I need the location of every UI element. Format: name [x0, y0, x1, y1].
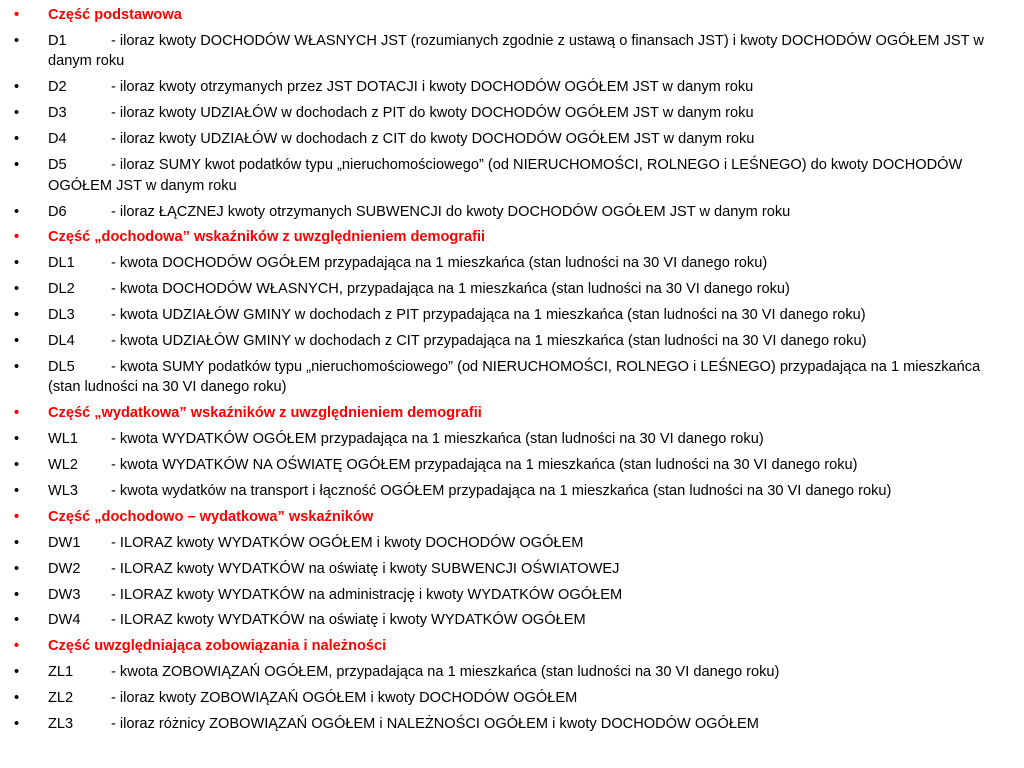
bullet-icon: •	[14, 483, 20, 500]
list-item	[14, 610, 1010, 631]
indicator-description: - iloraz SUMY kwot podatków typu „nieruchomościowego” (od NIERUCHOMOŚCI, ROLNEGO i LEŚNEGO) do kwoty DOCHODÓW OGÓŁEM JST w danym roku	[48, 157, 963, 194]
bullet-icon: •	[14, 203, 20, 220]
indicator-code: DW1	[48, 534, 81, 551]
bullet-icon: •	[14, 431, 20, 448]
indicator-description: - iloraz kwoty ZOBOWIĄZAŃ OGÓŁEM i kwoty DOCHODÓW OGÓŁEM	[111, 690, 578, 707]
indicator-code: DL4	[48, 332, 75, 349]
indicator-code: DW2	[48, 560, 81, 577]
bullet-icon: •	[14, 690, 20, 707]
bullet-icon: •	[14, 255, 20, 272]
indicator-code: DW4	[48, 612, 81, 629]
list-item	[14, 77, 1010, 98]
bullet-icon: •	[14, 358, 20, 375]
indicator-description: - iloraz kwoty UDZIAŁÓW w dochodach z CIT do kwoty DOCHODÓW OGÓŁEM JST w danym roku	[111, 131, 755, 148]
list-item	[14, 129, 1010, 150]
bullet-icon: •	[14, 105, 20, 122]
list-item	[14, 202, 1010, 223]
indicator-description: - kwota SUMY podatków typu „nieruchomościowego” (od NIERUCHOMOŚCI, ROLNEGO i LEŚNEGO) przypadająca na 1 mieszkańca (stan ludności na 30 VI danego roku)	[48, 358, 981, 396]
list-item	[14, 455, 1010, 476]
indicator-description: - kwota UDZIAŁÓW GMINY w dochodach z CIT przypadająca na 1 mieszkańca (stan ludności na 30 VI danego roku)	[111, 332, 867, 349]
bullet-icon: •	[14, 560, 20, 577]
bullet-icon: •	[14, 457, 20, 474]
indicator-code: DL2	[48, 281, 75, 298]
indicator-code: DW3	[48, 586, 81, 603]
bullet-icon: •	[14, 229, 20, 246]
section-heading	[14, 403, 1010, 424]
bullet-icon: •	[14, 612, 20, 629]
section-heading-text: Część podstawowa	[48, 7, 182, 23]
indicator-code: WL3	[48, 483, 79, 500]
section-heading	[14, 636, 1010, 657]
indicator-code: D3	[48, 105, 67, 122]
indicator-description: - iloraz kwoty otrzymanych przez JST DOTACJI i kwoty DOCHODÓW OGÓŁEM JST w danym roku	[111, 79, 754, 96]
list-item	[14, 253, 1010, 274]
indicator-description: - kwota WYDATKÓW NA OŚWIATĘ OGÓŁEM przypadająca na 1 mieszkańca (stan ludności na 30 VI danego roku)	[111, 457, 858, 474]
indicator-description: - ILORAZ kwoty WYDATKÓW OGÓŁEM i kwoty DOCHODÓW OGÓŁEM	[111, 534, 584, 551]
bullet-icon: •	[14, 638, 20, 655]
section-heading	[14, 5, 1010, 26]
list-item	[14, 331, 1010, 352]
list-item	[14, 662, 1010, 683]
list-item	[14, 559, 1010, 580]
bullet-icon: •	[14, 307, 20, 324]
indicator-code: D4	[48, 131, 67, 148]
indicator-code: D2	[48, 79, 67, 96]
indicator-code: D1	[48, 32, 67, 49]
bullet-icon: •	[14, 716, 20, 733]
bullet-icon: •	[14, 586, 20, 603]
section-heading-text: Część „wydatkowa” wskaźników z uwzględnieniem demografii	[48, 405, 482, 422]
list-item	[14, 305, 1010, 326]
bullet-icon: •	[14, 131, 20, 148]
bullet-icon: •	[14, 508, 20, 525]
indicator-code: ZL3	[48, 716, 74, 733]
indicator-code: ZL2	[48, 690, 74, 707]
indicator-code: DL3	[48, 307, 75, 324]
indicator-description: - ILORAZ kwoty WYDATKÓW na oświatę i kwoty SUBWENCJI OŚWIATOWEJ	[111, 560, 620, 577]
section-heading	[14, 507, 1010, 528]
indicator-code: WL1	[48, 431, 79, 448]
indicator-code: ZL1	[48, 664, 74, 681]
list-item	[14, 533, 1010, 554]
list-item	[14, 155, 1010, 196]
bullet-icon: •	[14, 332, 20, 349]
list-item	[14, 357, 1010, 398]
list-item	[14, 31, 1010, 72]
indicator-description: - iloraz kwoty DOCHODÓW WŁASNYCH JST (rozumianych zgodnie z ustawą o finansach JST) i kwoty DOCHODÓW OGÓŁEM JST w danym roku	[48, 32, 984, 70]
bullet-icon: •	[14, 405, 20, 422]
list-item	[14, 103, 1010, 124]
indicator-code: D6	[48, 203, 67, 220]
indicator-code: WL2	[48, 457, 79, 474]
indicator-description: - kwota DOCHODÓW WŁASNYCH, przypadająca na 1 mieszkańca (stan ludności na 30 VI danego roku)	[111, 281, 790, 298]
list-item	[14, 585, 1010, 606]
bullet-icon: •	[14, 534, 20, 551]
bullet-icon: •	[14, 157, 20, 174]
indicator-list	[14, 5, 1010, 735]
list-item	[14, 481, 1010, 502]
indicator-description: - kwota DOCHODÓW OGÓŁEM przypadająca na 1 mieszkańca (stan ludności na 30 VI danego roku)	[111, 255, 768, 272]
bullet-icon: •	[14, 79, 20, 96]
indicator-description: - iloraz różnicy ZOBOWIĄZAŃ OGÓŁEM i NALEŻNOŚCI OGÓŁEM i kwoty DOCHODÓW OGÓŁEM	[111, 716, 759, 733]
bullet-icon: •	[14, 32, 20, 49]
list-item	[14, 429, 1010, 450]
indicator-description: - iloraz kwoty UDZIAŁÓW w dochodach z PIT do kwoty DOCHODÓW OGÓŁEM JST w danym roku	[111, 105, 754, 122]
indicator-description: - iloraz ŁĄCZNEJ kwoty otrzymanych SUBWENCJI do kwoty DOCHODÓW OGÓŁEM JST w danym roku	[111, 203, 791, 220]
section-heading-text: Część „dochodowo – wydatkowa” wskaźników	[48, 508, 374, 525]
indicator-description: - kwota WYDATKÓW OGÓŁEM przypadająca na 1 mieszkańca (stan ludności na 30 VI danego roku)	[111, 431, 764, 448]
section-heading-text: Część „dochodowa” wskaźników z uwzględnieniem demografii	[48, 229, 486, 246]
indicator-code: DL5	[48, 358, 75, 375]
indicator-description: - ILORAZ kwoty WYDATKÓW na administrację i kwoty WYDATKÓW OGÓŁEM	[111, 586, 623, 603]
list-item	[14, 688, 1010, 709]
bullet-icon: •	[14, 7, 20, 23]
indicator-code: DL1	[48, 255, 75, 272]
indicator-description: - ILORAZ kwoty WYDATKÓW na oświatę i kwoty WYDATKÓW OGÓŁEM	[111, 612, 586, 629]
indicator-description: - kwota UDZIAŁÓW GMINY w dochodach z PIT przypadająca na 1 mieszkańca (stan ludności na 30 VI danego roku)	[111, 307, 866, 324]
list-item	[14, 714, 1010, 735]
section-heading	[14, 227, 1010, 248]
indicator-description: - kwota wydatków na transport i łączność OGÓŁEM przypadająca na 1 mieszkańca (stan ludności na 30 VI danego roku)	[111, 483, 892, 500]
list-item	[14, 279, 1010, 300]
indicator-description: - kwota ZOBOWIĄZAŃ OGÓŁEM, przypadająca na 1 mieszkańca (stan ludności na 30 VI danego roku)	[111, 664, 780, 681]
indicator-code: D5	[48, 157, 67, 174]
bullet-icon: •	[14, 281, 20, 298]
section-heading-text: Część uwzględniająca zobowiązania i należności	[48, 638, 387, 655]
bullet-icon: •	[14, 664, 20, 681]
